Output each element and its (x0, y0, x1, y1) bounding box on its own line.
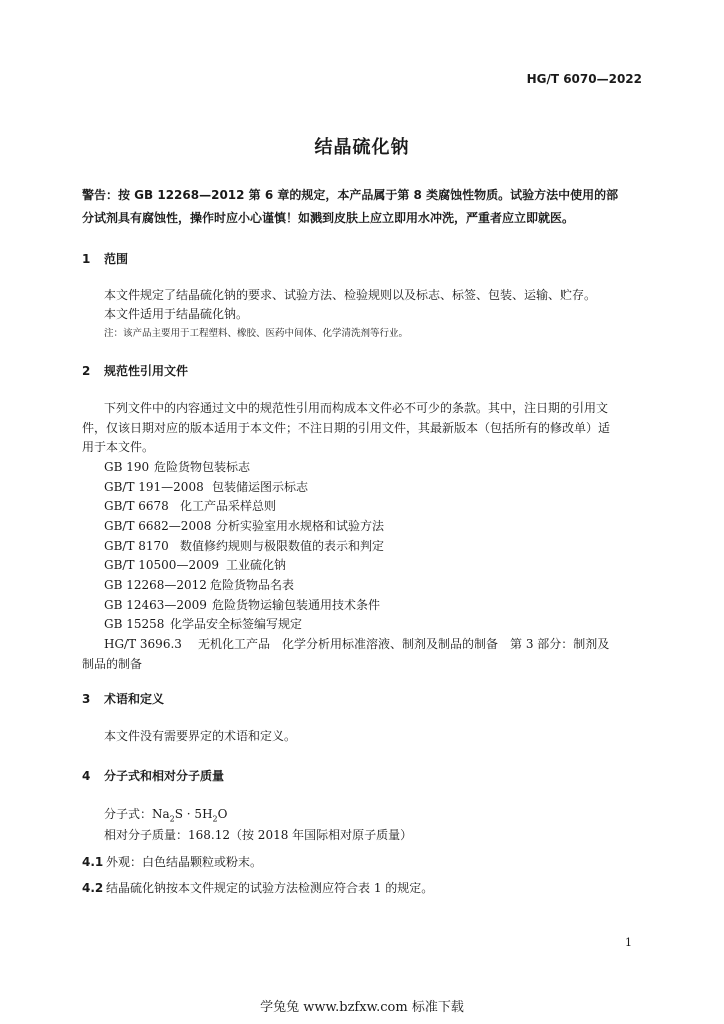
reference-item: GB/T 6682—2008 分析实验室用水规格和试验方法 (104, 519, 385, 533)
reference-item: GB/T 6678 化工产品采样总则 (104, 499, 277, 513)
section-2-heading (82, 362, 188, 379)
warning-line-2: 分试剂具有腐蚀性，操作时应小心谨慎！如溅到皮肤上应立即用水冲洗，严重者应立即就医。 (82, 211, 575, 225)
paragraph: 本文件规定了结晶硫化钠的要求、试验方法、检验规则以及标志、标签、包装、运输、贮存。 (104, 288, 597, 302)
paragraph-line: 件，仅该日期对应的版本适用于本文件；不注日期的引用文件，其最新版本（包括所有的修改单）适 (82, 421, 611, 435)
section-title: 分子式和相对分子质量 (104, 769, 225, 783)
paragraph-line: 用于本文件。 (82, 440, 155, 454)
section-1-heading (82, 250, 128, 267)
reference-item: GB 12463—2009 危险货物运输包装通用技术条件 (104, 598, 381, 612)
standard-code: HG/T 6070—2022 (526, 72, 642, 86)
document-title: 结晶硫化钠 (314, 137, 410, 158)
reference-item: GB/T 10500—2009 工业硫化钠 (104, 558, 287, 572)
section-number: 1 (82, 252, 91, 266)
section-title: 规范性引用文件 (104, 364, 189, 378)
reference-continuation: 制品的制备 (82, 657, 143, 671)
reference-item: GB 12268—2012 危险货物品名表 (104, 578, 295, 592)
footer-watermark: 学兔兔 www.bzfxw.com 标准下载 (260, 1000, 464, 1015)
section-number: 3 (82, 692, 91, 706)
reference-item: GB/T 191—2008 包装储运图示标志 (104, 480, 309, 494)
section-3-heading (82, 690, 164, 707)
molecular-formula: 分子式：$Na_2S \cdot 5H_2O$ (104, 807, 228, 824)
paragraph: 本文件没有需要界定的术语和定义。 (104, 729, 297, 743)
section-number: 2 (82, 364, 91, 378)
reference-item: GB 190 危险货物包装标志 (104, 460, 251, 474)
reference-item: GB/T 8170 数值修约规则与极限数值的表示和判定 (104, 539, 385, 553)
section-number: 4 (82, 769, 91, 783)
molecular-mass: 相对分子质量：168.12（按 2018 年国际相对原子质量） (104, 828, 413, 842)
section-4-heading (82, 767, 224, 784)
subclause-4-2: 4.2 结晶硫化钠按本文件规定的试验方法检测应符合表 1 的规定。 (82, 881, 434, 895)
reference-item: GB 15258 化学品安全标签编写规定 (104, 617, 303, 631)
section-title: 术语和定义 (104, 692, 165, 706)
paragraph-line: 下列文件中的内容通过文中的规范性引用而构成本文件必不可少的条款。其中，注日期的引用文 (104, 401, 609, 415)
reference-item: HG/T 3696.3 无机化工产品 化学分析用标准溶液、制剂及制品的制备 第 3 部分：制剂及 (104, 637, 610, 651)
note: 注：该产品主要用于工程塑料、橡胶、医药中间体、化学清洗剂等行业。 (104, 328, 409, 339)
paragraph: 本文件适用于结晶硫化钠。 (104, 307, 249, 321)
page-number: 1 (625, 936, 632, 949)
section-title: 范围 (104, 252, 129, 266)
subclause-4-1: 4.1 外观：白色结晶颗粒或粉末。 (82, 855, 263, 869)
warning-line-1: 警告：按 GB 12268—2012 第 6 章的规定，本产品属于第 8 类腐蚀性物质。试验方法中使用的部 (82, 188, 619, 202)
